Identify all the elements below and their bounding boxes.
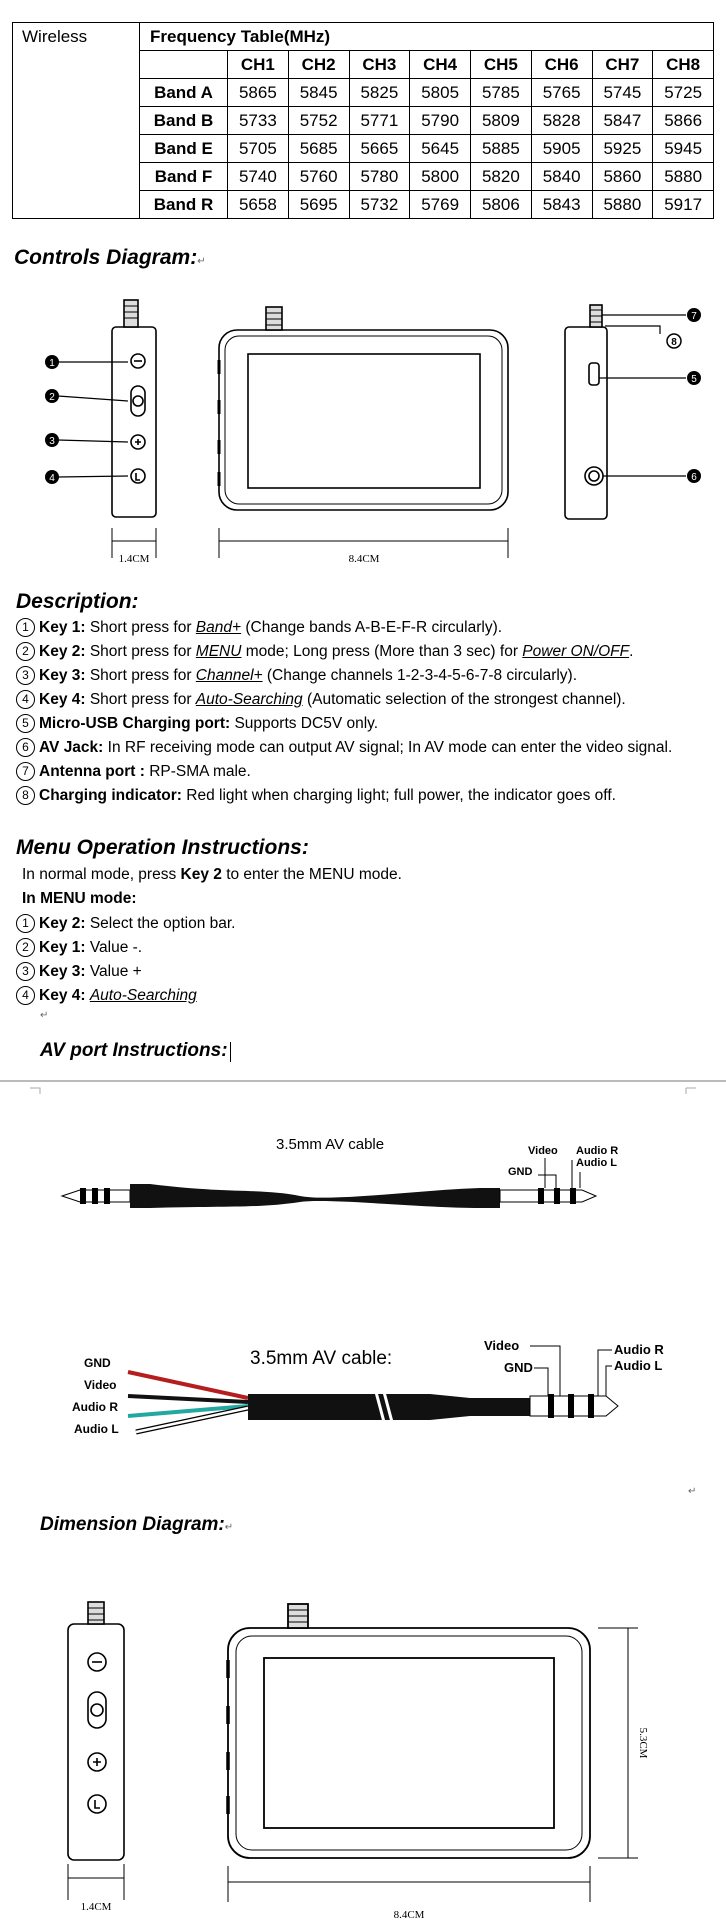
item-text: Short press for [85,691,196,708]
item-text: Value + [85,963,142,980]
freq-cell: 5805 [410,79,471,107]
freq-cell: 5917 [653,191,714,219]
cable2-audior-right: Audio R [614,1342,664,1357]
freq-cell: 5752 [288,107,349,135]
item-emphasis: Auto-Searching [89,987,197,1004]
freq-cell: 5806 [471,191,532,219]
menu-intro-key: Key 2 [180,866,222,883]
cable2-audiol-right: Audio L [614,1358,663,1373]
cable2-audior-left: Audio R [72,1400,118,1414]
item-number: 2 [16,642,35,661]
item-key: Charging indicator: [39,787,182,804]
side-view-device [112,300,156,517]
page-divider [0,1076,726,1096]
item-key: Key 1: [39,939,86,956]
col-header: CH2 [288,51,349,79]
freq-cell: 5790 [410,107,471,135]
av-cable-1 [0,1130,726,1230]
menu-intro-text: to enter the MENU mode. [221,866,402,883]
dimension-front-device [228,1604,590,1858]
item-text: In RF receiving mode can output AV signal; In AV mode can enter the video signal. [103,739,673,756]
paragraph-mark-icon: ↵ [40,1010,49,1021]
item-emphasis: Power ON/OFF [522,643,630,660]
freq-cell: 5880 [653,163,714,191]
freq-cell: 5843 [531,191,592,219]
freq-cell: 5771 [349,107,410,135]
freq-cell: 5658 [228,191,289,219]
item-key: Key 3: [39,963,86,980]
description-item [16,666,577,685]
length-label: 8.4CM [348,553,380,565]
frequency-table [12,22,714,219]
item-text: (Change channels 1-2-3-4-5-6-7-8 circularly). [262,667,578,684]
av-cable-2 [0,1326,726,1456]
description-item [16,618,502,637]
dimension-length-label: 8.4CM [393,1909,425,1921]
table-title-row [13,23,714,51]
right-side-device [565,305,607,519]
freq-cell: 5866 [653,107,714,135]
item-number: 1 [16,914,35,933]
freq-cell: 5847 [592,107,653,135]
freq-cell: 5665 [349,135,410,163]
corner-cell [140,51,228,79]
item-text: Short press for [85,667,196,684]
menu-heading: Menu Operation Instructions: [16,836,309,859]
item-key: Key 2: [39,915,86,932]
item-key: Key 2: [39,643,86,660]
freq-cell: 5733 [228,107,289,135]
description-item [16,690,626,709]
item-number: 4 [16,690,35,709]
badge-2: 2 [49,392,55,403]
menu-item [16,914,235,933]
badge-7: 7 [691,311,697,322]
description-item [16,642,633,661]
menu-intro-text: In normal mode, press [22,866,181,883]
band-name: Band B [140,107,228,135]
cable1-gnd-label: GND [508,1166,533,1178]
band-name: Band R [140,191,228,219]
freq-cell: 5828 [531,107,592,135]
description-item [16,738,672,757]
item-number: 2 [16,938,35,957]
badge-4: 4 [49,473,55,484]
description-item [16,762,251,781]
description-item [16,786,616,805]
col-header: CH4 [410,51,471,79]
freq-cell: 5945 [653,135,714,163]
freq-cell: 5840 [531,163,592,191]
freq-cell: 5820 [471,163,532,191]
paragraph-mark-icon: ↵ [688,1486,697,1497]
item-number: 8 [16,786,35,805]
callout-lines-left [58,362,128,477]
description-heading: Description: [16,590,139,613]
item-text: Red light when charging light; full power, the indicator goes off. [181,787,616,804]
cable1-video-label: Video [528,1145,558,1157]
badge-5: 5 [691,374,697,385]
freq-cell: 5685 [288,135,349,163]
dimension-measure-lines [68,1628,638,1902]
item-key: Key 3: [39,667,86,684]
freq-cell: 5880 [592,191,653,219]
item-emphasis: Auto-Searching [195,691,303,708]
freq-cell: 5705 [228,135,289,163]
menu-item [16,986,197,1005]
freq-cell: 5925 [592,135,653,163]
freq-cell: 5745 [592,79,653,107]
item-key: Micro-USB Charging port: [39,715,231,732]
freq-cell: 5845 [288,79,349,107]
controls-heading [14,246,206,270]
cable1-audiol-label: Audio L [576,1157,617,1169]
table-title: Frequency Table(MHz) [140,23,714,51]
item-text: Supports DC5V only. [230,715,379,732]
menu-item [16,938,142,957]
item-text: mode; Long press (More than 3 sec) for [241,643,523,660]
item-text: . [629,643,634,660]
item-number: 5 [16,714,35,733]
cable1-title: 3.5mm AV cable [276,1136,385,1153]
col-header: CH8 [653,51,714,79]
controls-diagram [0,290,726,572]
item-text: Short press for [85,643,196,660]
item-emphasis: Band+ [195,619,242,636]
freq-cell: 5780 [349,163,410,191]
front-view-device [219,307,508,510]
col-header: CH5 [471,51,532,79]
item-text: Select the option bar. [85,915,236,932]
freq-cell: 5695 [288,191,349,219]
freq-cell: 5725 [653,79,714,107]
freq-cell: 5825 [349,79,410,107]
width-label: 1.4CM [118,553,150,565]
item-text: Short press for [85,619,196,636]
freq-cell: 5760 [288,163,349,191]
menu-item [16,962,142,981]
badge-1: 1 [49,358,55,369]
item-text: (Change bands A-B-E-F-R circularly). [241,619,503,636]
item-number: 7 [16,762,35,781]
col-header: CH3 [349,51,410,79]
item-key: Key 4: [39,691,86,708]
cable2-audiol-left: Audio L [74,1422,119,1436]
freq-cell: 5905 [531,135,592,163]
item-number: 3 [16,666,35,685]
col-header: CH1 [228,51,289,79]
dimension-side-device [68,1602,124,1860]
item-number: 3 [16,962,35,981]
menu-mode-label: In MENU mode: [22,890,137,907]
dimension-diagram [0,1596,726,1926]
dimension-heading-text: Dimension Diagram: [40,1514,225,1535]
col-header: CH7 [592,51,653,79]
badge-8: 8 [671,337,677,348]
item-key: Antenna port : [39,763,145,780]
wireless-label: Wireless [13,23,140,219]
measure-lines [112,528,508,558]
freq-cell: 5865 [228,79,289,107]
band-name: Band A [140,79,228,107]
item-key: Key 1: [39,619,86,636]
band-name: Band F [140,163,228,191]
cable1-audior-label: Audio R [576,1145,619,1157]
item-key: AV Jack: [39,739,104,756]
item-number: 6 [16,738,35,757]
freq-cell: 5645 [410,135,471,163]
cable2-video-left: Video [84,1378,117,1392]
freq-cell: 5800 [410,163,471,191]
paragraph-mark-icon: ↵ [197,256,206,267]
dimension-width-label: 1.4CM [80,1901,112,1913]
freq-cell: 5769 [410,191,471,219]
item-text: (Automatic selection of the strongest channel). [302,691,626,708]
badge-3: 3 [49,436,55,447]
item-text: RP-SMA male. [144,763,251,780]
item-key: Key 4: [39,987,86,1004]
freq-cell: 5740 [228,163,289,191]
menu-intro [22,866,402,884]
freq-cell: 5809 [471,107,532,135]
cable2-gnd-right: GND [504,1360,533,1375]
freq-cell: 5732 [349,191,410,219]
item-text: Value -. [85,939,143,956]
freq-cell: 5885 [471,135,532,163]
number-badges-left [45,355,59,484]
dimension-height-label: 5.3CM [637,1727,649,1759]
band-name: Band E [140,135,228,163]
badge-6: 6 [691,472,697,483]
freq-cell: 5765 [531,79,592,107]
description-item [16,714,378,733]
cable2-video-right: Video [484,1338,520,1353]
col-header: CH6 [531,51,592,79]
av-heading: AV port Instructions: [40,1040,228,1061]
number-badges-right [667,308,701,483]
paragraph-mark-icon: ↵ [224,1522,234,1533]
dimension-heading [40,1514,233,1536]
freq-cell: 5785 [471,79,532,107]
item-emphasis: MENU [195,643,242,660]
cable2-gnd-left: GND [84,1356,111,1370]
controls-heading-text: Controls Diagram: [14,246,198,269]
item-number: 4 [16,986,35,1005]
cable2-title: 3.5mm AV cable: [250,1348,393,1369]
item-emphasis: Channel+ [195,667,263,684]
freq-cell: 5860 [592,163,653,191]
item-number: 1 [16,618,35,637]
text-cursor [230,1042,231,1062]
